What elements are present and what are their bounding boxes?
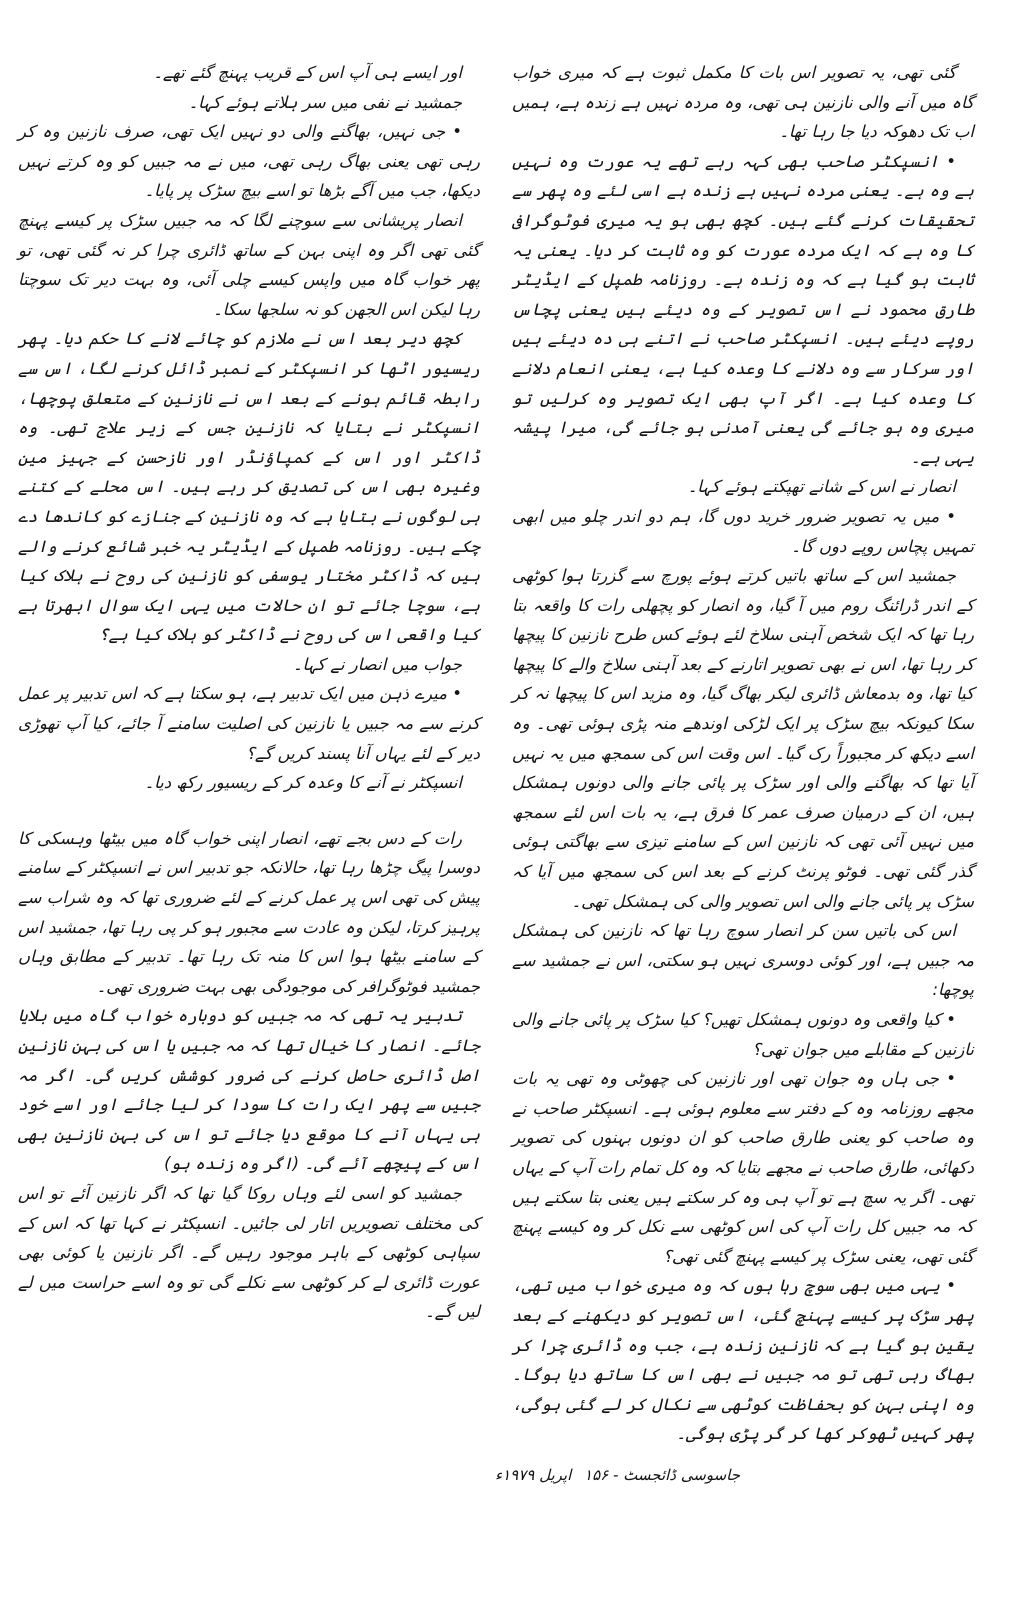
paragraph: جمشید نے نفی میں سر ہلاتے ہوئے کہا۔ [188, 92, 462, 112]
paragraph: جواب میں انصار نے کہا۔ [292, 654, 462, 674]
left-text-column [18, 58, 480, 1327]
paragraph: • کیا واقعی وہ دونوں ہمشکل تھیں؟ کیا سڑک پر پائی جانے والی نازنین کے مقابلے میں جوان تھی؟ [512, 1010, 974, 1059]
paragraph: تدبیر یہ تھی کہ مہ جبیں کو دوبارہ خواب گاہ میں بلایا جائے۔ انصار کا خیال تھا کہ مہ جبیں یا اس کی بہن نازنین اصل ڈائری حاصل کرنے کی ضرور کوشش کریں گی۔ اگر مہ جبیں سے پھر ایک رات کا سودا کر لیا جائے اور اسے خود ہی یہاں آنے کا موقع دیا جائے تو اس کی بہن نازنین بھی اس کے پیچھے آئے گی۔ (اگر وہ زندہ ہو) [18, 1006, 480, 1174]
paragraph: گئی تھی، یہ تصویر اس بات کا مکمل ثبوت ہے کہ میری خواب گاہ میں آنے والی نازنین ہی تھی، وہ مردہ نہیں ہے زندہ ہے، ہمیں اب تک دھوکہ دیا جا رہا تھا۔ [512, 63, 974, 142]
paragraph: • انسپکٹر صاحب بھی کہہ رہے تھے یہ عورت وہ نہیں ہے وہ ہے۔ یعنی مردہ نہیں ہے زندہ ہے اسی لئے وہ پھر سے تحقیقات کرنے گئے ہیں۔ کچھ بھی ہو یہ میری فوٹوگرافی کا وہ ہے کہ ایک مردہ عورت کو وہ ثابت کر دیا۔ یعنی یہ ثابت ہو گیا ہے کہ وہ زندہ ہے۔ روزنامہ طمپل کے ایڈیٹر طارق محمود نے اس تصویر کے وہ دیئے ہیں یعنی پچاس روپے دیئے ہیں۔ انسپکٹر صاحب نے اتنے ہی دہ دیئے ہیں اور سرکار سے وہ دلانے کا وعدہ کیا ہے، یعنی انعام دلانے کا وعدہ کیا ہے۔ اگر آپ بھی ایک تصویر وہ کرلیں تو میری وہ ہو جائے گی یعنی آمدنی ہو جائے گی، میرا پیشہ یہی ہے۔ [512, 151, 974, 467]
paragraph: کچھ دیر بعد اس نے ملازم کو چائے لانے کا حکم دیا۔ پھر ریسیور اٹھا کر انسپکٹر کے نمبر ڈائل کرنے لگا، اس سے رابطہ قائم ہونے کے بعد اس نے نازنین کے متعلق پوچھا، انسپکٹر نے بتایا کہ نازنین جس کے زیر علاج تھی۔ وہ ڈاکٹر اور اس کے کمپاؤنڈر اور نازحسن کے جہیز مین وغیرہ بھی اس کی تصدیق کر رہے ہیں۔ اس محلے کے کتنے ہی لوگوں نے بتایا ہے کہ وہ نازنین کے جنازے کو کاندھا دے چکے ہیں۔ روزنامہ طمپل کے ایڈیٹر یہ خبر شائع کرنے والے ہیں کہ ڈاکٹر مختار یوسفی کو نازنین کی روح نے ہلاک کیا ہے، سوچا جائے تو ان حالات میں یہی ایک سوال ابھرتا ہے کیا واقعی اس کی روح نے ڈاکٹر کو ہلاک کیا ہے؟ [18, 329, 480, 645]
magazine-name: جاسوسی ڈائجسٹ [623, 1466, 740, 1484]
paragraph: • جی نہیں، بھاگنے والی دو نہیں ایک تھی، صرف نازنین وہ کر رہی تھی یعنی بھاگ رہی تھی، میں نے مہ جبیں کو وہ کرتے نہیں دیکھا، جب میں آگے بڑھا تو اسے بیچ سڑک پر پایا۔ [18, 122, 480, 201]
issue-date: اپریل ۱۹۷۹ء [495, 1466, 572, 1484]
paragraph: • میں یہ تصویر ضرور خرید دوں گا، ہم دو اندر چلو میں ابھی تمہیں پچاس روپے دوں گا۔ [512, 506, 974, 556]
paragraph: • جی ہاں وہ جوان تھی اور نازنین کی چھوٹی وہ تھی یہ بات مجھے روزنامہ وہ کے دفتر سے معلوم ہوئی ہے۔ انسپکٹر صاحب نے وہ صاحب کو یعنی طارق صاحب کو ان دونوں بہنوں کی تصویر دکھائی، طارق صاحب نے مجھے بتایا کہ وہ کل تمام رات آپ کے یہاں تھی۔ اگر یہ سچ ہے تو آپ ہی وہ کر سکتے ہیں یعنی بتا سکتے ہیں کہ مہ جبیں کل رات آپ کی اس کوٹھی سے نکل کر وہ کیسے پہنچ گئی تھی، یعنی سڑک پر کیسے پہنچ گئی تھی؟ [512, 1069, 974, 1266]
paragraph: • یہی میں بھی سوچ رہا ہوں کہ وہ میری خواب میں تھی، پھر سڑک پر کیسے پہنچ گئی، اس تصویر کو دیکھنے کے بعد یقین ہو گیا ہے کہ نازنین زندہ ہے، جب وہ ڈائری چرا کر بھاگ رہی تھی تو مہ جبیں نے بھی اس کا ساتھ دیا ہوگا۔ وہ اپنی بہن کو بحفاظت کوٹھی سے نکال کر لے گئی ہوگی، پھر کہیں ٹھوکر کھا کر گر پڑی ہوگی۔ [512, 1276, 974, 1444]
paragraph: جمشید کو اسی لئے وہاں روکا گیا تھا کہ اگر نازنین آئے تو اس کی مختلف تصویریں اتار لی جائیں۔ انسپکٹر نے کہا تھا کہ اس کے سپاہی کوٹھی کے باہر موجود رہیں گے۔ اگر نازنین یا کوئی بھی عورت ڈائری لے کر کوٹھی سے نکلے گی تو وہ اسے حراست میں لے لیں گے۔ [18, 1183, 480, 1322]
paragraph: جمشید اس کے ساتھ باتیں کرتے ہوئے پورچ سے گزرتا ہوا کوٹھی کے اندر ڈرائنگ روم میں آ گیا، وہ انصار کو پچھلی رات کا واقعہ بتا رہا تھا کہ ایک شخص آہنی سلاخ لئے ہوئے کس طرح نازنین کا پیچھا کر رہا تھا، اس نے بھی تصویر اتارنے کے بعد آہنی سلاخ والے کا پیچھا کیا تھا، وہ بدمعاش ڈائری لیکر بھاگ گیا، وہ مزید اس کا پیچھا نہ کر سکا کیونکہ بیچ سڑک پر ایک لڑکی اوندھے منہ پڑی ہوئی تھی۔ وہ اسے دیکھ کر مجبوراً رک گیا۔ اس وقت اس کی سمجھ میں یہ نہیں آیا تھا کہ بھاگنے والی اور سڑک پر پائی جانے والی دونوں ہمشکل ہیں، ان کے درمیان صرف عمر کا فرق ہے، یہ بات اس لئے سمجھ میں نہیں آئی تھی کہ نازنین اس کے سامنے تیزی سے بھاگتی ہوئی گذر گئی تھی۔ فوٹو پرنٹ کرنے کے بعد اس کی سمجھ میں آیا کہ سڑک پر پائی جانے والی اس تصویر والی کی ہمشکل تھی۔ [512, 566, 974, 911]
paragraph: اس کی باتیں سن کر انصار سوچ رہا تھا کہ نازنین کی ہمشکل مہ جبیں ہے، اور کوئی دوسری نہیں ہو سکتی، اس نے جمشید سے پوچھا: [512, 921, 974, 1000]
paragraph: اور ایسے ہی آپ اس کے قریب پہنچ گئے تھے۔ [153, 63, 462, 82]
right-text-column [512, 58, 974, 1449]
section-break-paragraph: رات کے دس بجے تھے، انصار اپنی خواب گاہ میں بیٹھا وہسکی کا دوسرا پیگ چڑھا رہا تھا، حالانکہ جو تدبیر اس نے انسپکٹر کے سامنے پیش کی تھی اس پر عمل کرنے کے لئے ضروری تھا کہ وہ شراب سے پرہیز کرتا، لیکن وہ عادت سے مجبور ہو کر پی رہا تھا، جمشید اس کے سامنے بیٹھا ہوا اس کا منہ تک رہا تھا۔ تدبیر کے مطابق وہاں جمشید فوٹوگرافر کی موجودگی بھی بہت ضروری تھی۔ [18, 828, 480, 996]
paragraph: انسپکٹر نے آنے کا وعدہ کر کے ریسیور رکھ دیا۔ [144, 773, 462, 793]
paragraph: انصار پریشانی سے سوچنے لگا کہ مہ جبیں سڑک پر کیسے پہنچ گئی تھی اگر وہ اپنی بہن کے ساتھ ڈائری چرا کر نہ گئی تھی، تو پھر خواب گاہ میں واپس کیسے چلی آئی، وہ بہت دیر تک سوچتا رہا لیکن اس الجھن کو نہ سلجھا سکا۔ [18, 210, 480, 319]
paragraph: • میرے ذہن میں ایک تدبیر ہے، ہو سکتا ہے کہ اس تدبیر پر عمل کرنے سے مہ جبیں یا نازنین کی اصلیت سامنے آ جائے، کیا آپ تھوڑی دیر کے لئے یہاں آنا پسند کریں گے؟ [18, 684, 480, 763]
page-number: ۱۵۶ [584, 1466, 609, 1484]
page-footer: جاسوسی ڈائجسٹ - ۱۵۶ اپریل ۱۹۷۹ء [495, 1466, 740, 1484]
paragraph: انصار نے اس کے شانے تھپکتے ہوئے کہا۔ [687, 477, 956, 497]
